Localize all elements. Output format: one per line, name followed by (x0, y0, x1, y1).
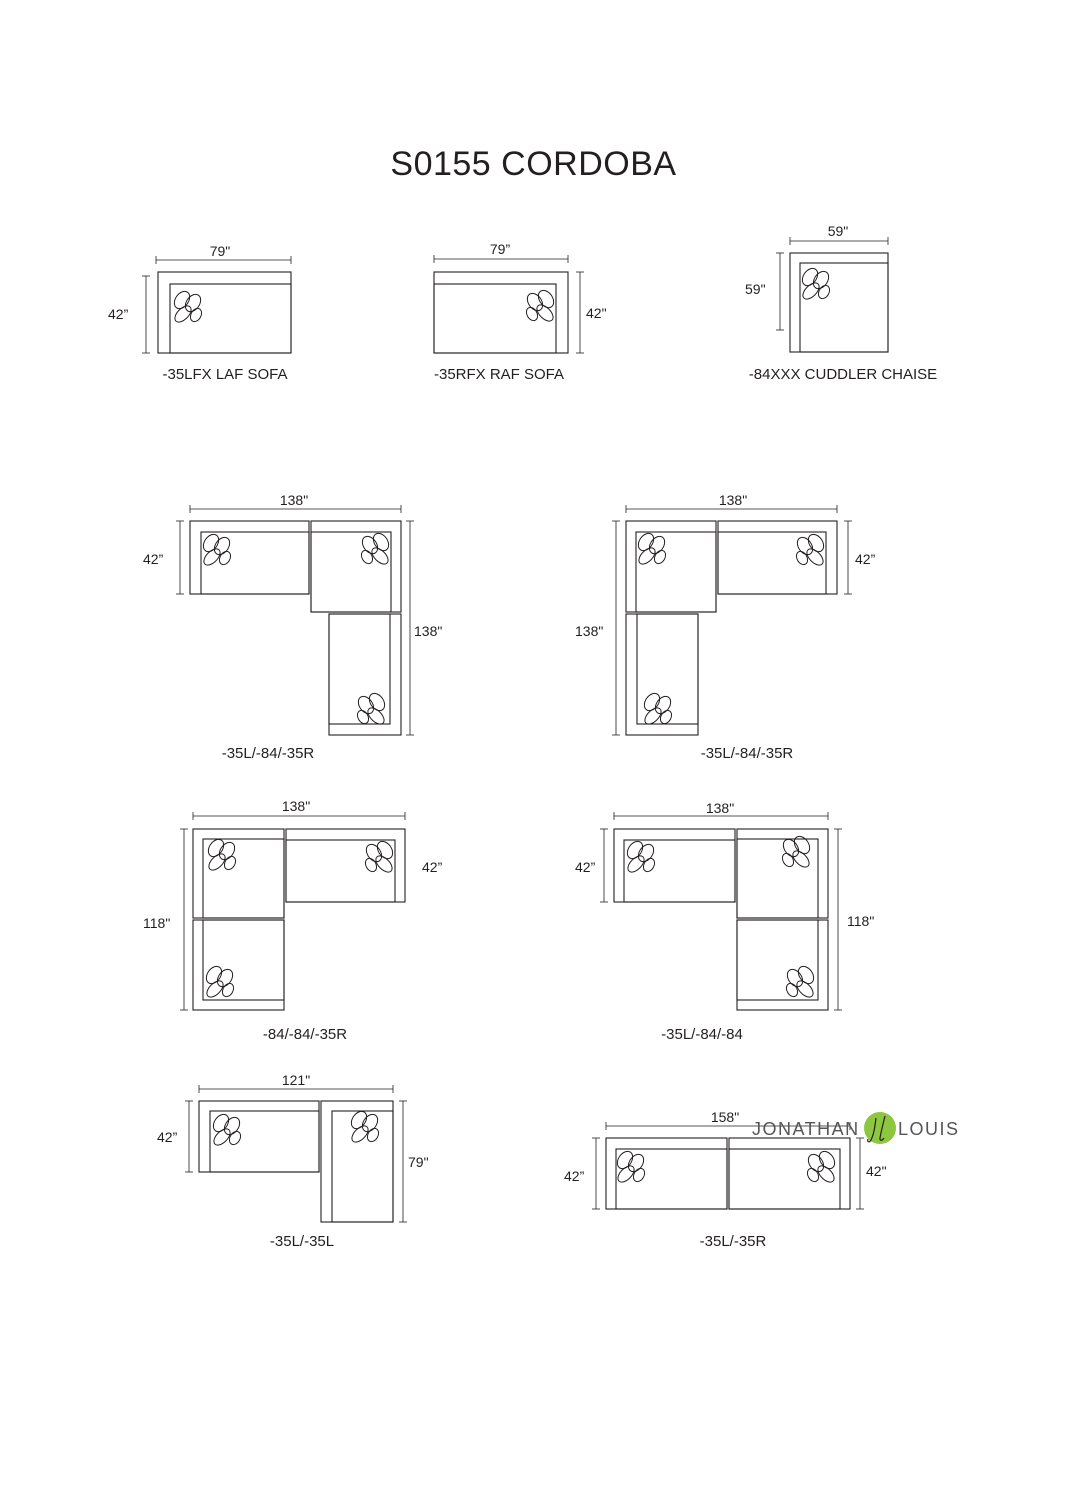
pillow-group-icon (635, 530, 668, 566)
laf-sofa-width-label: 79" (209, 243, 231, 259)
laf-sofa-depth-label: 42” (108, 306, 129, 322)
pillow-group-icon (799, 265, 832, 301)
pillow-icon (641, 856, 657, 873)
config-2-caption: -35L/-84/-35R (700, 745, 794, 762)
module-outline (203, 839, 284, 918)
pillow-group-icon (641, 690, 674, 726)
pillow-icon (805, 1166, 821, 1183)
cuddler-chaise-depth-label: 59" (745, 281, 766, 297)
pillow-group-icon (359, 530, 392, 566)
module-outline (203, 920, 284, 1000)
raf-sofa-caption: -35RFX RAF SOFA (433, 366, 565, 383)
module-outline (210, 1111, 319, 1172)
pillow-icon (363, 856, 379, 873)
module-outline (737, 920, 818, 1000)
config-6-left-depth-label: 42” (564, 1168, 585, 1184)
pillow-group-icon (624, 838, 657, 874)
pillow-icon (780, 851, 796, 868)
pillow-group-icon (614, 1148, 647, 1184)
raf-sofa-depth-label: 42" (586, 305, 607, 321)
config-6-caption: -35L/-35R (699, 1233, 767, 1250)
raf-sofa-seat (434, 284, 556, 353)
pillow-icon (365, 1126, 381, 1143)
module-outline (737, 839, 818, 918)
config-3-depth-label: 42” (422, 859, 443, 875)
config-3-module-a (193, 829, 284, 918)
pillow-group-icon (348, 1108, 381, 1144)
config-6-width-label: 158" (710, 1109, 740, 1125)
pillow-icon (658, 708, 674, 725)
pillow-group-icon (210, 1111, 243, 1147)
module-outline (311, 532, 391, 612)
config-4-width-label: 138" (705, 800, 735, 816)
pillow-group-icon (200, 531, 233, 567)
config-1-module-b (311, 521, 401, 612)
cuddler-chaise-seat (800, 263, 888, 352)
cuddler-chaise-caption: -84XXX CUDDLER CHAISE (748, 366, 938, 383)
config-2-width-label: 138" (718, 492, 748, 508)
pillow-icon (794, 549, 810, 566)
config-4-depth-label: 42” (575, 859, 596, 875)
config-5-width-label: 121" (281, 1072, 311, 1088)
logo-right-word: LOUIS (898, 1119, 960, 1139)
page-title: S0155 CORDOBA (390, 145, 677, 183)
config-1-caption: -35L/-84/-35R (221, 745, 315, 762)
pillow-group-icon (524, 287, 557, 323)
pillow-group-icon (784, 963, 817, 999)
pillow-group-icon (203, 963, 236, 999)
config-5-depth-label: 42” (157, 1129, 178, 1145)
jonathan-louis-logo (752, 1110, 967, 1146)
config-4-module-b (737, 829, 828, 918)
pillow-group-icon (794, 531, 827, 567)
config-2-depth-label: 42” (855, 551, 876, 567)
pillow-icon (784, 981, 800, 998)
pillow-icon (227, 1129, 243, 1146)
pillow-icon (631, 1166, 647, 1183)
pillow-icon (359, 548, 375, 565)
config-6-right-depth-label: 42" (866, 1163, 887, 1179)
config-3-length-label: 118" (143, 915, 171, 931)
cuddler-chaise-width-label: 59" (827, 223, 849, 239)
pillow-icon (652, 548, 668, 565)
cuddler-chaise-outline (790, 253, 888, 352)
config-1-length-label: 138" (414, 623, 443, 639)
logo-left-word: JONATHAN (752, 1119, 860, 1139)
pillow-group-icon (205, 836, 238, 872)
config-4-module-c (737, 920, 828, 1010)
pillow-icon (188, 306, 204, 323)
laf-sofa-seat (170, 284, 291, 353)
pillow-icon (816, 283, 832, 300)
module-outline (636, 532, 716, 612)
laf-sofa-caption: -35LFX LAF SOFA (162, 366, 288, 383)
config-3-caption: -84/-84/-35R (262, 1026, 348, 1043)
config-2-module-a (626, 521, 716, 612)
pillow-icon (222, 854, 238, 871)
module-outline (637, 614, 698, 724)
pillow-group-icon (805, 1148, 838, 1184)
config-4-length-label: 118" (847, 913, 875, 929)
pillow-group-icon (355, 690, 388, 726)
pillow-icon (524, 305, 540, 322)
pillow-group-icon (171, 288, 204, 324)
pillow-icon (220, 981, 236, 998)
module-outline (286, 840, 395, 902)
config-5-module-a (199, 1101, 319, 1172)
config-5-caption: -35L/-35L (269, 1233, 335, 1250)
config-1-depth-label: 42” (143, 551, 164, 567)
config-1-width-label: 138" (279, 492, 309, 508)
config-5-length-label: 79" (408, 1154, 429, 1170)
config-4-caption: -35L/-84/-84 (661, 1026, 743, 1043)
pillow-icon (217, 549, 233, 566)
config-2-length-label: 138" (575, 623, 604, 639)
logo-monogram-icon (863, 1110, 897, 1146)
config-3-module-b (193, 920, 284, 1010)
config-3-width-label: 138" (281, 798, 311, 814)
pillow-group-icon (363, 838, 396, 874)
raf-sofa-width-label: 79” (489, 241, 511, 257)
pillow-icon (355, 708, 371, 725)
